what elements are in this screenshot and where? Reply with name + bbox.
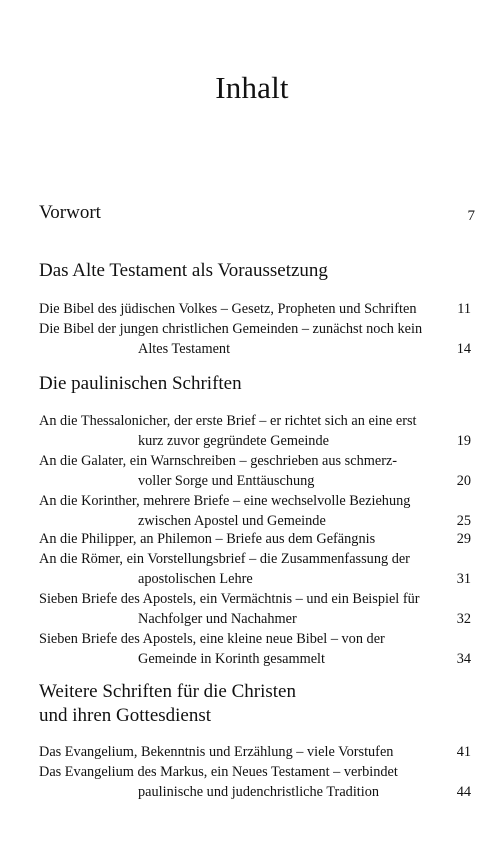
- heading-label: Vorwort: [39, 202, 101, 223]
- entry-line: kurz zuvor gegründete Gemeinde: [138, 433, 329, 449]
- entry-line: Das Evangelium des Markus, ein Neues Testament – verbindet: [39, 764, 398, 780]
- toc-entry[interactable]: [39, 299, 471, 319]
- toc-heading-vorwort[interactable]: [39, 201, 475, 228]
- toc-entry[interactable]: [39, 451, 471, 491]
- page-number: 7: [467, 208, 475, 224]
- heading-label: und ihren Gottesdienst: [39, 705, 212, 726]
- toc-entry[interactable]: [39, 411, 471, 451]
- page-number: 32: [456, 611, 471, 627]
- page-number: 34: [456, 651, 471, 667]
- entry-line: Das Evangelium, Bekenntnis und Erzählung – viele Vorstufen: [39, 744, 394, 760]
- toc-entry[interactable]: [39, 549, 471, 589]
- heading-label: Die paulinischen Schriften: [39, 373, 242, 394]
- toc-entry[interactable]: [39, 529, 471, 549]
- entry-line: Sieben Briefe des Apostels, ein Vermächtnis – und ein Beispiel für: [39, 591, 420, 607]
- page-title: Inhalt: [215, 70, 289, 105]
- toc-entry[interactable]: [39, 491, 471, 531]
- heading-label: Weitere Schriften für die Christen: [39, 681, 296, 702]
- page-number: 25: [456, 513, 471, 529]
- toc-entry[interactable]: [39, 762, 471, 802]
- entry-line: voller Sorge und Enttäuschung: [138, 473, 315, 489]
- page-number: 19: [456, 433, 471, 449]
- page-number: 44: [456, 784, 471, 800]
- heading-label: Das Alte Testament als Voraussetzung: [39, 260, 328, 281]
- page-number: 31: [456, 571, 471, 587]
- entry-line: An die Galater, ein Warnschreiben – geschrieben aus schmerz-: [39, 453, 398, 469]
- entry-line: Sieben Briefe des Apostels, eine kleine neue Bibel – von der: [39, 631, 385, 647]
- entry-line: An die Thessalonicher, der erste Brief – er richtet sich an eine erst: [39, 413, 417, 429]
- toc-entry[interactable]: [39, 319, 471, 359]
- page-number: 41: [456, 744, 471, 760]
- page-number: 29: [456, 531, 471, 547]
- entry-line: An die Philipper, an Philemon – Briefe aus dem Gefängnis: [39, 531, 376, 547]
- entry-line: An die Korinther, mehrere Briefe – eine wechselvolle Beziehung: [39, 493, 411, 509]
- toc-entry[interactable]: [39, 629, 471, 669]
- toc-heading-altes-testament[interactable]: [39, 259, 475, 283]
- entry-line: Altes Testament: [138, 341, 231, 357]
- toc-entry[interactable]: [39, 742, 471, 762]
- toc-heading-weitere-schriften[interactable]: [39, 680, 475, 728]
- entry-line: An die Römer, ein Vorstellungsbrief – die Zusammenfassung der: [39, 551, 410, 567]
- entry-line: Die Bibel der jungen christlichen Gemeinden – zunächst noch kein: [39, 321, 423, 337]
- toc-entry[interactable]: [39, 589, 471, 629]
- entry-line: apostolischen Lehre: [138, 571, 253, 587]
- page-number: 20: [456, 473, 471, 489]
- entry-line: Gemeinde in Korinth gesammelt: [138, 651, 326, 667]
- entry-line: Nachfolger und Nachahmer: [138, 611, 297, 627]
- toc-heading-paulinische-schriften[interactable]: [39, 372, 475, 396]
- entry-line: zwischen Apostel und Gemeinde: [138, 513, 326, 529]
- page-number: 11: [457, 301, 471, 317]
- entry-line: Die Bibel des jüdischen Volkes – Gesetz, Propheten und Schriften: [39, 301, 417, 317]
- entry-line: paulinische und judenchristliche Tradition: [138, 784, 380, 800]
- page-number: 14: [456, 341, 471, 357]
